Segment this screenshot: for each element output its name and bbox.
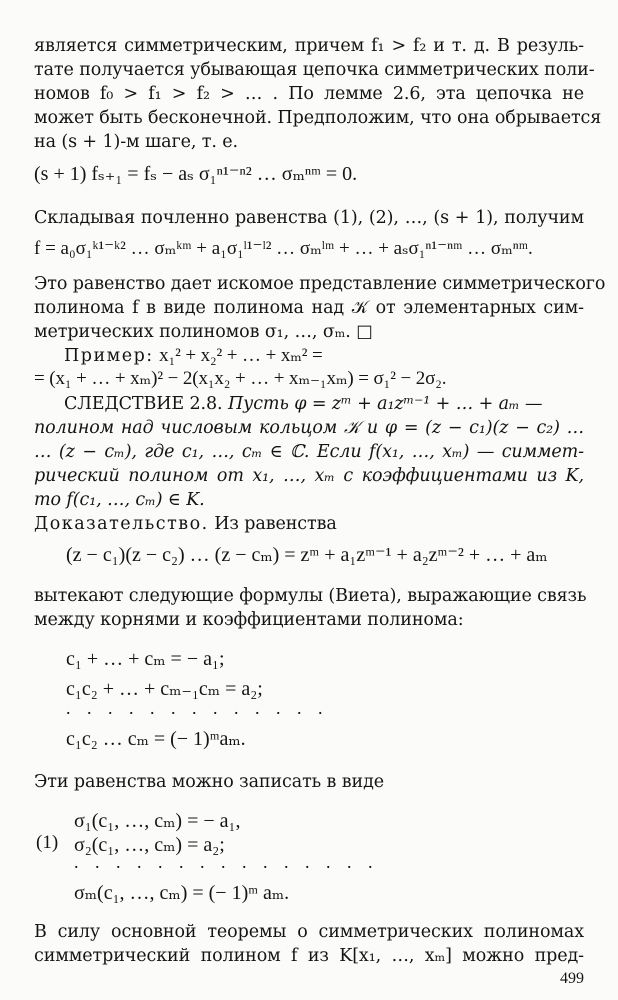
text-line-7: Это равенство дает искомое представление симметрического	[34, 274, 606, 294]
proof-label: Доказательство.	[34, 514, 209, 534]
text-line-5: на (s + 1)-м шаге, т. е.	[34, 132, 238, 152]
corollary-label: СЛЕДСТВИЕ 2.8.	[64, 394, 223, 414]
example-label: Пример:	[64, 346, 154, 366]
system-dots: . . . . . . . . . . . . . . .	[74, 852, 379, 872]
corollary-text-5: то f(c₁, …, cₘ) ∈ K.	[34, 490, 205, 510]
text-line-10: вытекают следующие формулы (Виета), выражающие связь	[34, 586, 587, 606]
vieta-formula-2: c₁c₂ + … + cₘ₋₁cₘ = a₂;	[66, 678, 263, 700]
system-label: (1)	[36, 832, 59, 853]
vieta-dots: . . . . . . . . . . . . .	[66, 698, 329, 718]
example-formula-1: x₁² + x₂² + … + xₘ² =	[159, 345, 323, 366]
proof-line	[34, 512, 584, 536]
text-line-9: метрических полиномов σ₁, …, σₘ. □	[34, 322, 373, 342]
formula-factorization: (z − c₁)(z − c₂) … (z − cₘ) = zᵐ + a₁zᵐ⁻¹ + a₂zᵐ⁻² + … + aₘ	[66, 544, 548, 566]
text-line-12: Эти равенства можно записать в виде	[34, 772, 385, 792]
corollary-text-2: полином над числовым кольцом 𝒦 и φ = (z − c₁)(z − c₂) …	[34, 418, 584, 438]
corollary-text-3: … (z − cₘ), где c₁, …, cₘ ∈ ℂ. Если f(x₁, …, xₘ) — симмет-	[34, 442, 584, 462]
example-line-1	[64, 344, 584, 368]
text-line-13: В силу основной теоремы о симметрических полиномах	[34, 922, 584, 942]
system-formula-2: σ₂(c₁, …, cₘ) = a₂;	[74, 834, 225, 856]
text-line-1: является симметрическим, причем f₁ > f₂ и т. д. В резуль-	[34, 36, 584, 56]
system-formula-1: σ₁(c₁, …, cₘ) = − a₁,	[74, 810, 241, 832]
text-line-11: между корнями и коэффициентами полинома:	[34, 610, 464, 630]
page-number: 499	[560, 970, 584, 987]
example-formula-2: = (x₁ + … + xₘ)² − 2(x₁x₂ + … + xₘ₋₁xₘ) = σ₁² − 2σ₂.	[34, 368, 447, 389]
proof-text: Из равенства	[214, 514, 337, 534]
text-line-6: Складывая почленно равенства (1), (2), …, (s + 1), получим	[34, 208, 584, 228]
corollary-text-1: Пусть φ = zᵐ + a₁zᵐ⁻¹ + … + aₘ —	[227, 394, 543, 414]
text-line-2: тате получается убывающая цепочка симметрических поли-	[34, 60, 595, 80]
text-line-8: полинома f в виде полинома над 𝒦 от элементарных сим-	[34, 298, 584, 318]
text-line-14: симметрический полином f из K[x₁, …, xₘ] можно пред-	[34, 946, 584, 966]
text-line-4: может быть бесконечной. Предположим, что она обрывается	[34, 108, 602, 128]
corollary-text-4: рический полином от x₁, …, xₘ с коэффициентами из K,	[34, 466, 584, 486]
system-formula-3: σₘ(c₁, …, cₘ) = (− 1)ᵐ aₘ.	[74, 882, 290, 904]
formula-sum: f = a₀σ₁ᵏ¹⁻ᵏ² … σₘᵏᵐ + a₁σ₁ˡ¹⁻ˡ² … σₘˡᵐ + … + aₛσ₁ⁿ¹⁻ⁿᵐ … σₘⁿᵐ.	[34, 238, 533, 259]
corollary-line-1	[64, 392, 584, 416]
vieta-formula-1: c₁ + … + cₘ = − a₁;	[66, 648, 225, 670]
formula-step-s1: (s + 1) fₛ₊₁ = fₛ − aₛ σ₁ⁿ¹⁻ⁿ² … σₘⁿᵐ = 0.	[34, 163, 358, 185]
text-line-3: номов f₀ > f₁ > f₂ > … . По лемме 2.6, эта цепочка не	[34, 84, 584, 104]
vieta-formula-3: c₁c₂ … cₘ = (− 1)ᵐaₘ.	[66, 728, 246, 750]
